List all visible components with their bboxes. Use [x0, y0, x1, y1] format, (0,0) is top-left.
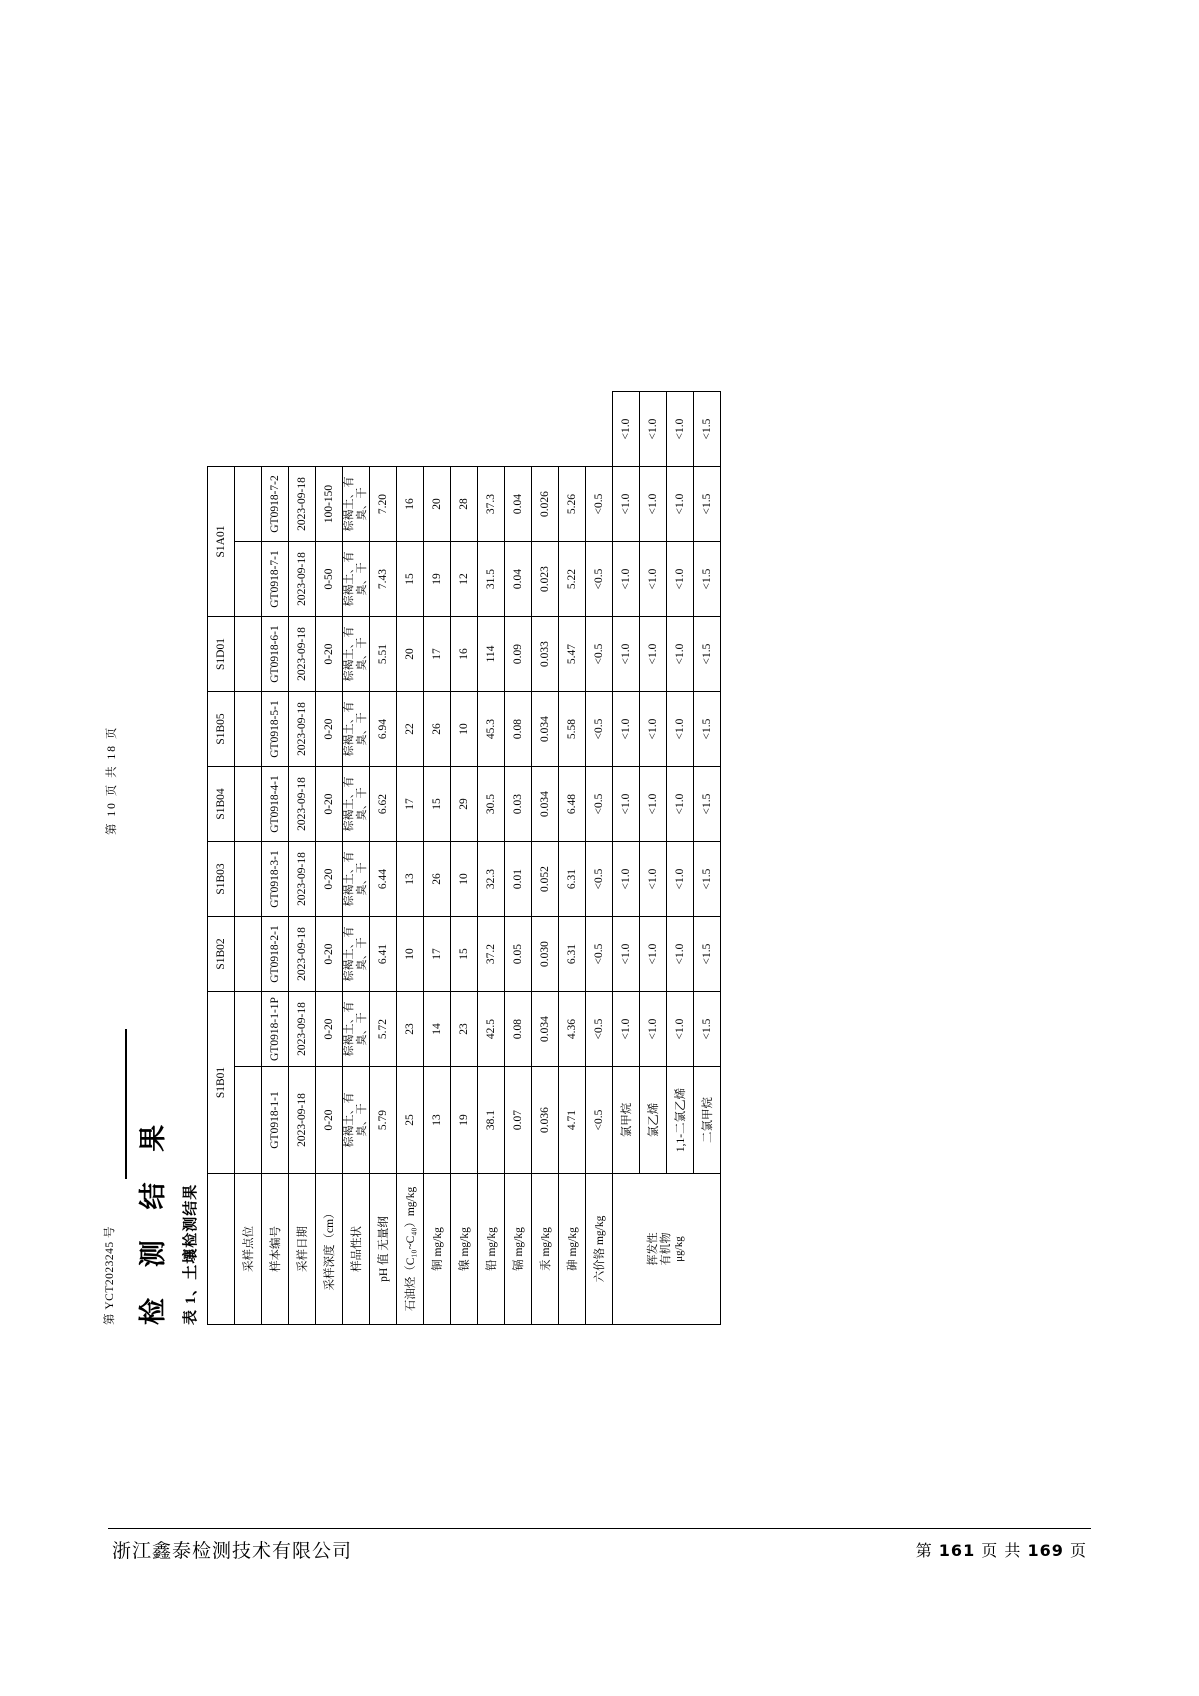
voc-row — [612, 392, 639, 1325]
table-cell: <1.5 — [693, 767, 720, 842]
row-header: 六价铬 mg/kg — [585, 1174, 612, 1325]
table-cell: <1.5 — [693, 692, 720, 767]
table-cell: 0.05 — [504, 917, 531, 992]
table-cell: 23 — [450, 992, 477, 1067]
table-cell: 4.36 — [558, 992, 585, 1067]
table-cell: 15 — [423, 767, 450, 842]
table-cell: <1.5 — [693, 542, 720, 617]
table-cell: 37.2 — [477, 917, 504, 992]
table-cell — [234, 1067, 261, 1174]
table-cell: 0.034 — [531, 692, 558, 767]
row-header: 汞 mg/kg — [531, 1174, 558, 1325]
table-cell: 6.48 — [558, 767, 585, 842]
table-caption: 表 1、土壤检测结果 — [182, 1183, 199, 1325]
footer-company: 浙江鑫泰检测技术有限公司 — [112, 1540, 353, 1562]
table-cell: <0.5 — [585, 992, 612, 1067]
table-cell: 0.052 — [531, 842, 558, 917]
table-cell: 0.01 — [504, 842, 531, 917]
table-cell: <0.5 — [585, 767, 612, 842]
voc-analyte-name: 二氯甲烷 — [693, 1067, 720, 1174]
table-cell: 15 — [450, 917, 477, 992]
table-cell: 17 — [423, 917, 450, 992]
table-row — [504, 392, 531, 1325]
table-cell: <1.0 — [639, 767, 666, 842]
table-row — [477, 392, 504, 1325]
table-cell: <1.0 — [639, 542, 666, 617]
footer-page-current: 161 — [938, 1541, 976, 1560]
table-cell: <0.5 — [585, 467, 612, 542]
table-row — [234, 392, 261, 1325]
table-row — [315, 392, 342, 1325]
table-cell: <1.5 — [693, 842, 720, 917]
table-cell: <1.0 — [639, 992, 666, 1067]
footer-page-total: 169 — [1027, 1541, 1064, 1560]
table-cell: 6.62 — [369, 767, 396, 842]
page-title: 检 测 结 果 — [137, 1112, 168, 1325]
table-cell: 5.47 — [558, 617, 585, 692]
table-cell: 26 — [423, 692, 450, 767]
table-cell: 棕褐土、有 臭、干 — [342, 992, 369, 1067]
table-cell — [234, 617, 261, 692]
table-cell: 2023-09-18 — [288, 617, 315, 692]
table-cell: <0.5 — [585, 1067, 612, 1174]
table-cell: 6.31 — [558, 842, 585, 917]
row-header: pH 值 无量纲 — [369, 1174, 396, 1325]
table-cell: 28 — [450, 467, 477, 542]
row-header: 采样点位 — [234, 1174, 261, 1325]
table-cell: 10 — [396, 917, 423, 992]
column-group-header: S1A01 — [207, 467, 234, 617]
table-cell: 10 — [450, 842, 477, 917]
table-cell: 26 — [423, 842, 450, 917]
table-cell: 100-150 — [315, 467, 342, 542]
table-row — [558, 392, 585, 1325]
column-group-header: S1B01 — [207, 992, 234, 1174]
table-cell: 20 — [396, 617, 423, 692]
table-cell: <1.0 — [612, 992, 639, 1067]
table-cell: 17 — [396, 767, 423, 842]
table-cell: 12 — [450, 542, 477, 617]
report-number: 第 YCT2023245 号 — [103, 1226, 116, 1325]
table-cell: 30.5 — [477, 767, 504, 842]
table-cell: <1.0 — [612, 617, 639, 692]
row-header: 采样深度（cm） — [315, 1174, 342, 1325]
table-cell: <1.0 — [612, 767, 639, 842]
table-cell: <0.5 — [585, 917, 612, 992]
table-cell: 15 — [396, 542, 423, 617]
table-cell: 2023-09-18 — [288, 842, 315, 917]
group-header-corner — [207, 1174, 234, 1325]
table-cell: 0-20 — [315, 692, 342, 767]
row-header: 样品性状 — [342, 1174, 369, 1325]
table-row — [288, 392, 315, 1325]
page-of-label: 第 10 页 共 18 页 — [105, 725, 118, 835]
table-cell: 7.43 — [369, 542, 396, 617]
table-cell: 16 — [396, 467, 423, 542]
row-header: 样本编号 — [261, 1174, 288, 1325]
table-cell: 22 — [396, 692, 423, 767]
table-cell: <1.0 — [666, 467, 693, 542]
table-cell: <0.5 — [585, 617, 612, 692]
table-row — [450, 392, 477, 1325]
table-cell: GT0918-5-1 — [261, 692, 288, 767]
table-cell: <1.0 — [666, 767, 693, 842]
table-cell: 5.51 — [369, 617, 396, 692]
voc-analyte-name: 1,1-二氯乙烯 — [666, 1067, 693, 1174]
table-group-header-row — [207, 392, 234, 1325]
table-cell: <1.5 — [693, 392, 720, 467]
table-cell: 棕褐土、有 臭、干 — [342, 842, 369, 917]
table-cell: GT0918-7-2 — [261, 467, 288, 542]
table-cell: 6.31 — [558, 917, 585, 992]
table-cell: 0.023 — [531, 542, 558, 617]
table-row — [531, 392, 558, 1325]
table-row — [585, 392, 612, 1325]
table-cell: <1.0 — [666, 842, 693, 917]
table-cell: 0.034 — [531, 992, 558, 1067]
table-cell: GT0918-4-1 — [261, 767, 288, 842]
table-cell: 114 — [477, 617, 504, 692]
table-cell: 0-20 — [315, 992, 342, 1067]
table-cell: <1.0 — [666, 542, 693, 617]
table-cell: 棕褐土、有 臭、干 — [342, 1067, 369, 1174]
table-cell — [234, 992, 261, 1067]
table-row — [423, 392, 450, 1325]
table-row — [396, 392, 423, 1325]
table-cell: GT0918-3-1 — [261, 842, 288, 917]
soil-results-table — [207, 391, 721, 1325]
table-cell: 棕褐土、有 臭、干 — [342, 467, 369, 542]
voc-block-label: 挥发性 有机物 μg/kg — [612, 1174, 720, 1325]
table-cell: <1.0 — [666, 692, 693, 767]
table-cell: 0.036 — [531, 1067, 558, 1174]
table-cell: 2023-09-18 — [288, 692, 315, 767]
table-cell: 0-20 — [315, 767, 342, 842]
table-cell: 17 — [423, 617, 450, 692]
table-cell: <1.0 — [666, 992, 693, 1067]
table-cell: 42.5 — [477, 992, 504, 1067]
footer-page-suffix: 页 — [1069, 1541, 1087, 1560]
column-group-header: S1B02 — [207, 917, 234, 992]
table-cell: 6.94 — [369, 692, 396, 767]
table-cell: <1.0 — [612, 467, 639, 542]
table-cell: 0.030 — [531, 917, 558, 992]
voc-analyte-name: 氯甲烷 — [612, 1067, 639, 1174]
table-cell: 6.41 — [369, 917, 396, 992]
table-cell: 0.09 — [504, 617, 531, 692]
table-cell — [234, 917, 261, 992]
table-cell: 20 — [423, 467, 450, 542]
page-footer — [0, 1528, 1199, 1568]
table-cell: 2023-09-18 — [288, 542, 315, 617]
table-cell: <1.0 — [612, 917, 639, 992]
table-cell: 0-20 — [315, 617, 342, 692]
table-cell — [234, 542, 261, 617]
table-cell: 2023-09-18 — [288, 767, 315, 842]
table-cell: 2023-09-18 — [288, 992, 315, 1067]
table-cell: GT0918-7-1 — [261, 542, 288, 617]
table-cell: <0.5 — [585, 842, 612, 917]
table-cell: 5.58 — [558, 692, 585, 767]
header-rule — [125, 1029, 127, 1179]
table-row — [342, 392, 369, 1325]
table-cell: <1.5 — [693, 467, 720, 542]
row-header: 镍 mg/kg — [450, 1174, 477, 1325]
table-cell: 7.20 — [369, 467, 396, 542]
table-cell: 2023-09-18 — [288, 917, 315, 992]
table-cell: 棕褐土、有 臭、干 — [342, 542, 369, 617]
table-cell: 0.04 — [504, 467, 531, 542]
table-cell: 0.08 — [504, 692, 531, 767]
table-cell: 19 — [423, 542, 450, 617]
table-cell: 23 — [396, 992, 423, 1067]
footer-divider — [108, 1528, 1091, 1529]
table-cell: <1.0 — [612, 692, 639, 767]
table-cell — [234, 467, 261, 542]
footer-pagination — [916, 1538, 1087, 1561]
table-cell: 31.5 — [477, 542, 504, 617]
table-cell: 16 — [450, 617, 477, 692]
table-cell: 5.72 — [369, 992, 396, 1067]
table-cell: 0.03 — [504, 767, 531, 842]
rotated-content — [95, 75, 1105, 1355]
table-cell: <1.5 — [693, 917, 720, 992]
table-cell — [234, 842, 261, 917]
table-cell: <1.0 — [639, 617, 666, 692]
table-cell: <1.0 — [666, 392, 693, 467]
table-cell: 棕褐土、有 臭、干 — [342, 617, 369, 692]
row-header: 铅 mg/kg — [477, 1174, 504, 1325]
table-cell: 38.1 — [477, 1067, 504, 1174]
column-group-header: S1D01 — [207, 617, 234, 692]
table-cell: 6.44 — [369, 842, 396, 917]
table-cell: <1.0 — [639, 692, 666, 767]
table-cell: 0.034 — [531, 767, 558, 842]
table-cell: 25 — [396, 1067, 423, 1174]
row-header: 铜 mg/kg — [423, 1174, 450, 1325]
table-cell: 13 — [396, 842, 423, 917]
table-cell: GT0918-1-1P — [261, 992, 288, 1067]
table-cell: 0-50 — [315, 542, 342, 617]
voc-analyte-name: 氯乙烯 — [639, 1067, 666, 1174]
table-cell: 0.07 — [504, 1067, 531, 1174]
table-cell: 10 — [450, 692, 477, 767]
table-cell: <0.5 — [585, 542, 612, 617]
table-cell: 32.3 — [477, 842, 504, 917]
table-cell: 4.71 — [558, 1067, 585, 1174]
table-cell: <1.5 — [693, 617, 720, 692]
row-header: 采样日期 — [288, 1174, 315, 1325]
table-cell: 棕褐土、有 臭、干 — [342, 917, 369, 992]
column-group-header: S1B04 — [207, 767, 234, 842]
table-cell: <1.0 — [639, 842, 666, 917]
table-cell: <1.0 — [666, 917, 693, 992]
table-cell — [234, 692, 261, 767]
table-cell: <1.0 — [639, 467, 666, 542]
table-cell: GT0918-6-1 — [261, 617, 288, 692]
table-cell: 0.04 — [504, 542, 531, 617]
table-cell: <1.5 — [693, 992, 720, 1067]
row-header: 石油烃（C₁₀~C₄₀）mg/kg — [396, 1174, 423, 1325]
table-cell: 0-20 — [315, 917, 342, 992]
table-cell: 0.033 — [531, 617, 558, 692]
table-cell: 37.3 — [477, 467, 504, 542]
table-cell: 0-20 — [315, 842, 342, 917]
column-group-header: S1B05 — [207, 692, 234, 767]
table-cell: GT0918-2-1 — [261, 917, 288, 992]
table-cell: GT0918-1-1 — [261, 1067, 288, 1174]
table-cell: <1.0 — [612, 542, 639, 617]
table-cell: 0.08 — [504, 992, 531, 1067]
footer-page-mid: 页 共 — [981, 1541, 1022, 1560]
table-cell: 19 — [450, 1067, 477, 1174]
table-row — [261, 392, 288, 1325]
footer-page-prefix: 第 — [915, 1541, 933, 1560]
table-cell: 14 — [423, 992, 450, 1067]
table-cell — [234, 767, 261, 842]
table-cell: 2023-09-18 — [288, 1067, 315, 1174]
table-cell: 0-20 — [315, 1067, 342, 1174]
table-cell: 2023-09-18 — [288, 467, 315, 542]
table-cell: <1.0 — [666, 617, 693, 692]
table-cell: 29 — [450, 767, 477, 842]
table-cell: <1.0 — [612, 392, 639, 467]
row-header: 镉 mg/kg — [504, 1174, 531, 1325]
column-group-header: S1B03 — [207, 842, 234, 917]
table-cell: 5.22 — [558, 542, 585, 617]
table-cell: 5.26 — [558, 467, 585, 542]
table-cell: <0.5 — [585, 692, 612, 767]
table-cell: 13 — [423, 1067, 450, 1174]
table-cell: 0.026 — [531, 467, 558, 542]
table-cell: <1.0 — [612, 842, 639, 917]
table-cell: 5.79 — [369, 1067, 396, 1174]
table-cell: 45.3 — [477, 692, 504, 767]
table-cell: <1.0 — [639, 917, 666, 992]
row-header: 砷 mg/kg — [558, 1174, 585, 1325]
table-cell: 棕褐土、有 臭、干 — [342, 692, 369, 767]
table-cell: <1.0 — [639, 392, 666, 467]
table-row — [369, 392, 396, 1325]
table-cell: 棕褐土、有 臭、干 — [342, 767, 369, 842]
